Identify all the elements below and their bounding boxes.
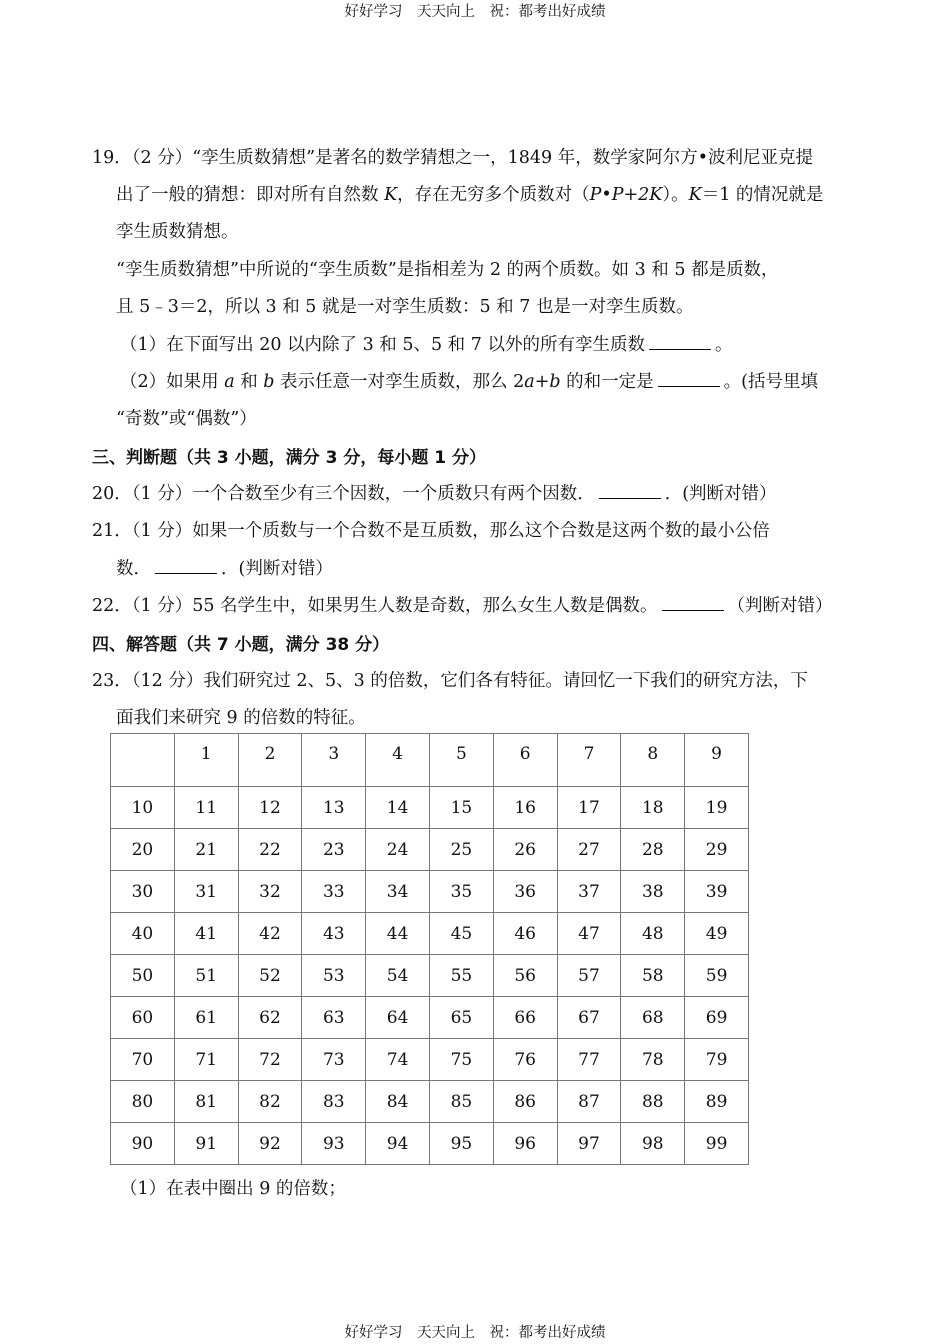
table-cell[interactable]: 30 bbox=[111, 871, 175, 913]
table-cell[interactable]: 6 bbox=[493, 734, 557, 787]
table-cell[interactable]: 39 bbox=[685, 871, 749, 913]
table-cell[interactable]: 16 bbox=[493, 787, 557, 829]
table-cell[interactable]: 71 bbox=[174, 1039, 238, 1081]
table-cell[interactable]: 45 bbox=[429, 913, 493, 955]
q23-line2: 面我们来研究 9 的倍数的特征。 bbox=[116, 708, 366, 728]
q22: 22．（1 分）55 名学生中，如果男生人数是奇数，那么女生人数是偶数。 （判断对错） bbox=[92, 596, 833, 616]
table-cell[interactable]: 2 bbox=[238, 734, 302, 787]
section-3-title: 三、判断题（共 3 小题，满分 3 分，每小题 1 分） bbox=[92, 448, 486, 468]
page-header: 好好学习 天天向上 祝：都考出好成绩 bbox=[344, 4, 606, 20]
table-cell[interactable]: 88 bbox=[621, 1081, 685, 1123]
q23-line1: 23．（12 分）我们研究过 2、5、3 的倍数，它们各有特征。请回忆一下我们的研究方法，下 bbox=[92, 671, 808, 691]
page-footer: 好好学习 天天向上 祝：都考出好成绩 bbox=[344, 1325, 606, 1341]
table-cell[interactable]: 41 bbox=[174, 913, 238, 955]
table-cell[interactable]: 85 bbox=[429, 1081, 493, 1123]
table-cell[interactable]: 98 bbox=[621, 1123, 685, 1165]
section-4-title: 四、解答题（共 7 小题，满分 38 分） bbox=[92, 635, 390, 655]
table-cell[interactable]: 4 bbox=[366, 734, 430, 787]
table-cell[interactable]: 49 bbox=[685, 913, 749, 955]
answer-blank[interactable] bbox=[658, 372, 720, 387]
table-cell[interactable]: 36 bbox=[493, 871, 557, 913]
table-row bbox=[111, 734, 749, 787]
table-cell[interactable]: 13 bbox=[302, 787, 366, 829]
table-row bbox=[111, 997, 749, 1039]
table-cell[interactable]: 44 bbox=[366, 913, 430, 955]
table-cell[interactable]: 81 bbox=[174, 1081, 238, 1123]
table-cell[interactable]: 59 bbox=[685, 955, 749, 997]
table-cell[interactable]: 69 bbox=[685, 997, 749, 1039]
table-cell[interactable]: 8 bbox=[621, 734, 685, 787]
table-cell[interactable]: 79 bbox=[685, 1039, 749, 1081]
answer-blank[interactable] bbox=[662, 596, 724, 611]
q19-line3: 孪生质数猜想。 bbox=[116, 222, 239, 242]
table-cell[interactable]: 23 bbox=[302, 829, 366, 871]
table-row bbox=[111, 1081, 749, 1123]
table-row bbox=[111, 955, 749, 997]
table-cell[interactable]: 64 bbox=[366, 997, 430, 1039]
table-cell[interactable]: 90 bbox=[111, 1123, 175, 1165]
table-cell[interactable]: 89 bbox=[685, 1081, 749, 1123]
table-cell[interactable]: 37 bbox=[557, 871, 621, 913]
table-cell[interactable]: 51 bbox=[174, 955, 238, 997]
answer-blank[interactable] bbox=[155, 559, 217, 574]
table-cell[interactable] bbox=[111, 734, 175, 787]
table-row bbox=[111, 787, 749, 829]
table-cell[interactable]: 54 bbox=[366, 955, 430, 997]
table-cell[interactable]: 61 bbox=[174, 997, 238, 1039]
table-cell[interactable]: 91 bbox=[174, 1123, 238, 1165]
table-cell[interactable]: 74 bbox=[366, 1039, 430, 1081]
table-cell[interactable]: 63 bbox=[302, 997, 366, 1039]
q21-line1: 21．（1 分）如果一个质数与一个合数不是互质数，那么这个合数是这两个数的最小公倍 bbox=[92, 521, 770, 541]
table-cell[interactable]: 33 bbox=[302, 871, 366, 913]
table-cell[interactable]: 43 bbox=[302, 913, 366, 955]
table-cell[interactable]: 53 bbox=[302, 955, 366, 997]
table-cell[interactable]: 77 bbox=[557, 1039, 621, 1081]
table-cell[interactable]: 24 bbox=[366, 829, 430, 871]
table-cell[interactable]: 12 bbox=[238, 787, 302, 829]
table-row bbox=[111, 1039, 749, 1081]
table-cell[interactable]: 50 bbox=[111, 955, 175, 997]
table-cell[interactable]: 56 bbox=[493, 955, 557, 997]
table-cell[interactable]: 38 bbox=[621, 871, 685, 913]
table-cell[interactable]: 73 bbox=[302, 1039, 366, 1081]
table-cell[interactable]: 95 bbox=[429, 1123, 493, 1165]
q19-line5: 且 5﹣3＝2，所以 3 和 5 就是一对孪生质数：5 和 7 也是一对孪生质数。 bbox=[116, 297, 694, 317]
q19-part1: （1）在下面写出 20 以内除了 3 和 5、5 和 7 以外的所有孪生质数 。 bbox=[120, 335, 733, 355]
table-cell[interactable]: 5 bbox=[429, 734, 493, 787]
q19-line4: “孪生质数猜想”中所说的“孪生质数”是指相差为 2 的两个质数。如 3 和 5 都是质数， bbox=[116, 260, 779, 280]
table-cell[interactable]: 32 bbox=[238, 871, 302, 913]
table-cell[interactable]: 97 bbox=[557, 1123, 621, 1165]
table-cell[interactable]: 11 bbox=[174, 787, 238, 829]
table-cell[interactable]: 80 bbox=[111, 1081, 175, 1123]
table-cell[interactable]: 25 bbox=[429, 829, 493, 871]
table-cell[interactable]: 62 bbox=[238, 997, 302, 1039]
table-cell[interactable]: 87 bbox=[557, 1081, 621, 1123]
table-cell[interactable]: 78 bbox=[621, 1039, 685, 1081]
table-cell[interactable]: 96 bbox=[493, 1123, 557, 1165]
table-cell[interactable]: 42 bbox=[238, 913, 302, 955]
q21-line2: 数． ．(判断对错） bbox=[116, 559, 333, 579]
table-cell[interactable]: 75 bbox=[429, 1039, 493, 1081]
table-cell[interactable]: 9 bbox=[685, 734, 749, 787]
table-cell[interactable]: 27 bbox=[557, 829, 621, 871]
table-cell[interactable]: 3 bbox=[302, 734, 366, 787]
q19-line2: 出了一般的猜想：即对所有自然数 K，存在无穷多个质数对（P•P+2K）。K＝1 的情况就是 bbox=[116, 185, 824, 205]
table-cell[interactable]: 31 bbox=[174, 871, 238, 913]
table-cell[interactable]: 58 bbox=[621, 955, 685, 997]
table-cell[interactable]: 22 bbox=[238, 829, 302, 871]
table-cell[interactable]: 68 bbox=[621, 997, 685, 1039]
table-cell[interactable]: 52 bbox=[238, 955, 302, 997]
table-row bbox=[111, 829, 749, 871]
table-cell[interactable]: 55 bbox=[429, 955, 493, 997]
table-cell[interactable]: 92 bbox=[238, 1123, 302, 1165]
table-cell[interactable]: 93 bbox=[302, 1123, 366, 1165]
table-cell[interactable]: 66 bbox=[493, 997, 557, 1039]
table-cell[interactable]: 67 bbox=[557, 997, 621, 1039]
table-cell[interactable]: 21 bbox=[174, 829, 238, 871]
table-cell[interactable]: 84 bbox=[366, 1081, 430, 1123]
table-cell[interactable]: 60 bbox=[111, 997, 175, 1039]
table-cell[interactable]: 17 bbox=[557, 787, 621, 829]
table-cell[interactable]: 86 bbox=[493, 1081, 557, 1123]
table-row bbox=[111, 871, 749, 913]
table-cell[interactable]: 15 bbox=[429, 787, 493, 829]
table-cell[interactable]: 14 bbox=[366, 787, 430, 829]
table-cell[interactable]: 18 bbox=[621, 787, 685, 829]
table-cell[interactable]: 70 bbox=[111, 1039, 175, 1081]
table-cell[interactable]: 35 bbox=[429, 871, 493, 913]
table-cell[interactable]: 40 bbox=[111, 913, 175, 955]
table-row bbox=[111, 1123, 749, 1165]
table-cell[interactable]: 99 bbox=[685, 1123, 749, 1165]
table-cell[interactable]: 94 bbox=[366, 1123, 430, 1165]
q19-part2: （2）如果用 a 和 b 表示任意一对孪生质数，那么 2a+b 的和一定是 。(括号里填 bbox=[120, 372, 818, 392]
q19-line1: 19．（2 分）“孪生质数猜想”是著名的数学猜想之一，1849 年，数学家阿尔方•波利尼亚克提 bbox=[92, 148, 814, 168]
table-cell[interactable]: 28 bbox=[621, 829, 685, 871]
table-cell[interactable]: 48 bbox=[621, 913, 685, 955]
table-cell[interactable]: 7 bbox=[557, 734, 621, 787]
hundred-grid-table bbox=[110, 733, 749, 1165]
table-cell[interactable]: 83 bbox=[302, 1081, 366, 1123]
table-cell[interactable]: 1 bbox=[174, 734, 238, 787]
q20: 20．（1 分）一个合数至少有三个因数，一个质数只有两个因数． ．(判断对错） bbox=[92, 484, 777, 504]
q19-part2-line2: “奇数”或“偶数”） bbox=[116, 409, 257, 429]
table-row bbox=[111, 913, 749, 955]
table-cell[interactable]: 76 bbox=[493, 1039, 557, 1081]
table-cell[interactable]: 82 bbox=[238, 1081, 302, 1123]
answer-blank[interactable] bbox=[599, 484, 661, 499]
table-cell[interactable]: 34 bbox=[366, 871, 430, 913]
table-cell[interactable]: 72 bbox=[238, 1039, 302, 1081]
answer-blank[interactable] bbox=[649, 335, 711, 350]
table-cell[interactable]: 65 bbox=[429, 997, 493, 1039]
table-cell[interactable]: 47 bbox=[557, 913, 621, 955]
table-cell[interactable]: 46 bbox=[493, 913, 557, 955]
table-cell[interactable]: 20 bbox=[111, 829, 175, 871]
table-cell[interactable]: 26 bbox=[493, 829, 557, 871]
table-cell[interactable]: 19 bbox=[685, 787, 749, 829]
table-cell[interactable]: 10 bbox=[111, 787, 175, 829]
q23-part1: （1）在表中圈出 9 的倍数； bbox=[120, 1179, 346, 1199]
table-cell[interactable]: 29 bbox=[685, 829, 749, 871]
table-cell[interactable]: 57 bbox=[557, 955, 621, 997]
